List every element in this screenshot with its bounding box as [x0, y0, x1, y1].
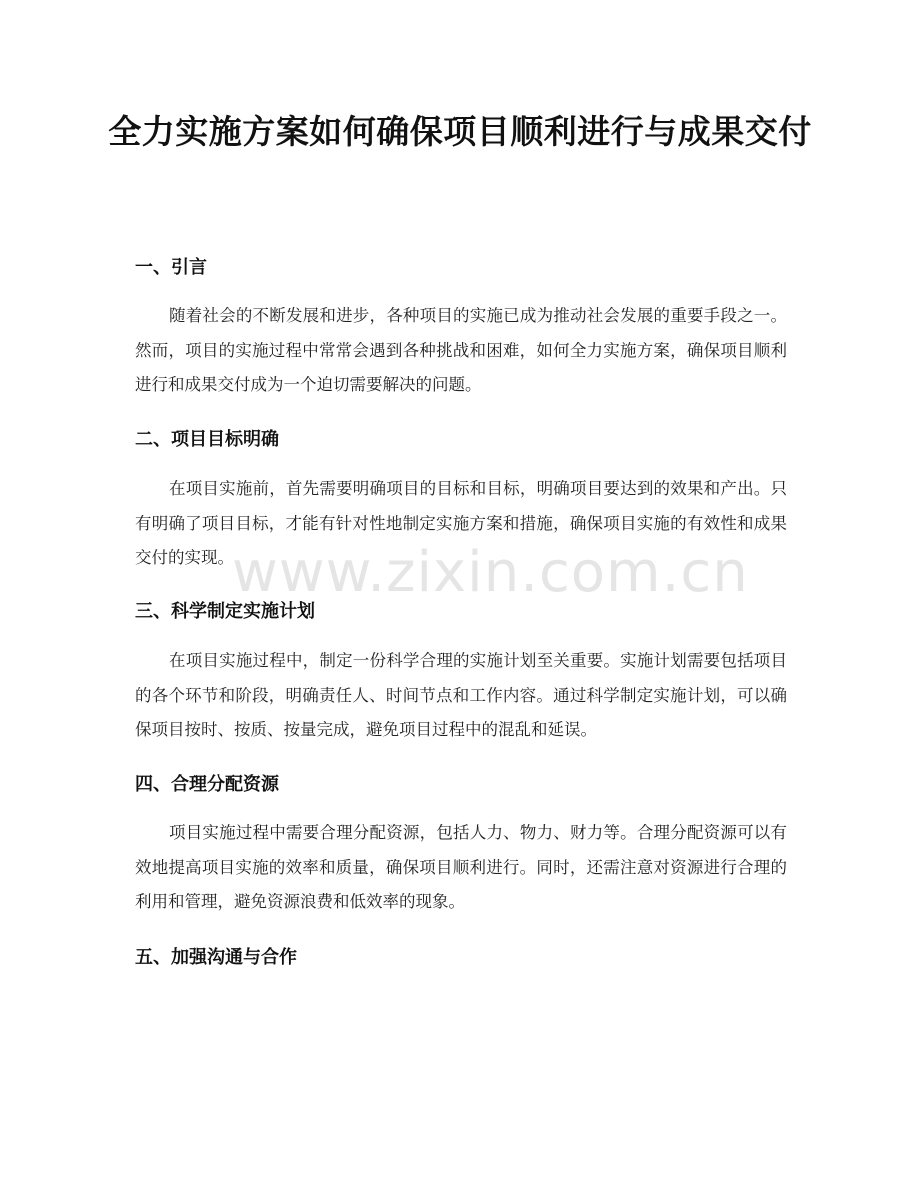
document-title: 全力实施方案如何确保项目顺利进行与成果交付	[108, 112, 812, 151]
section-heading-implementation-plan: 三、科学制定实施计划	[135, 601, 315, 622]
section-paragraph-introduction: 随着社会的不断发展和进步，各种项目的实施已成为推动社会发展的重要手段之一。然而，项目的实施过程中常常会遇到各种挑战和困难，如何全力实施方案，确保项目顺利进行和成果交付成为一个迫切需要解决的问题。	[135, 306, 787, 394]
section-heading-project-goals: 二、项目目标明确	[135, 429, 279, 450]
section-heading-communication: 五、加强沟通与合作	[135, 947, 297, 968]
section-heading-introduction: 一、引言	[135, 257, 207, 278]
section-paragraph-project-goals: 在项目实施前，首先需要明确项目的目标和目标，明确项目要达到的效果和产出。只有明确了项目目标，才能有针对性地制定实施方案和措施，确保项目实施的有效性和成果交付的实现。	[135, 479, 787, 567]
section-paragraph-resource-allocation: 项目实施过程中需要合理分配资源，包括人力、物力、财力等。合理分配资源可以有效地提高项目实施的效率和质量，确保项目顺利进行。同时，还需注意对资源进行合理的利用和管理，避免资源浪费和低效率的现象。	[135, 823, 787, 911]
section-heading-resource-allocation: 四、合理分配资源	[135, 774, 279, 795]
section-paragraph-implementation-plan: 在项目实施过程中，制定一份科学合理的实施计划至关重要。实施计划需要包括项目的各个环节和阶段，明确责任人、时间节点和工作内容。通过科学制定实施计划，可以确保项目按时、按质、按量完成，避免项目过程中的混乱和延误。	[135, 651, 787, 739]
watermark: www.zixin.com.cn	[232, 540, 749, 605]
